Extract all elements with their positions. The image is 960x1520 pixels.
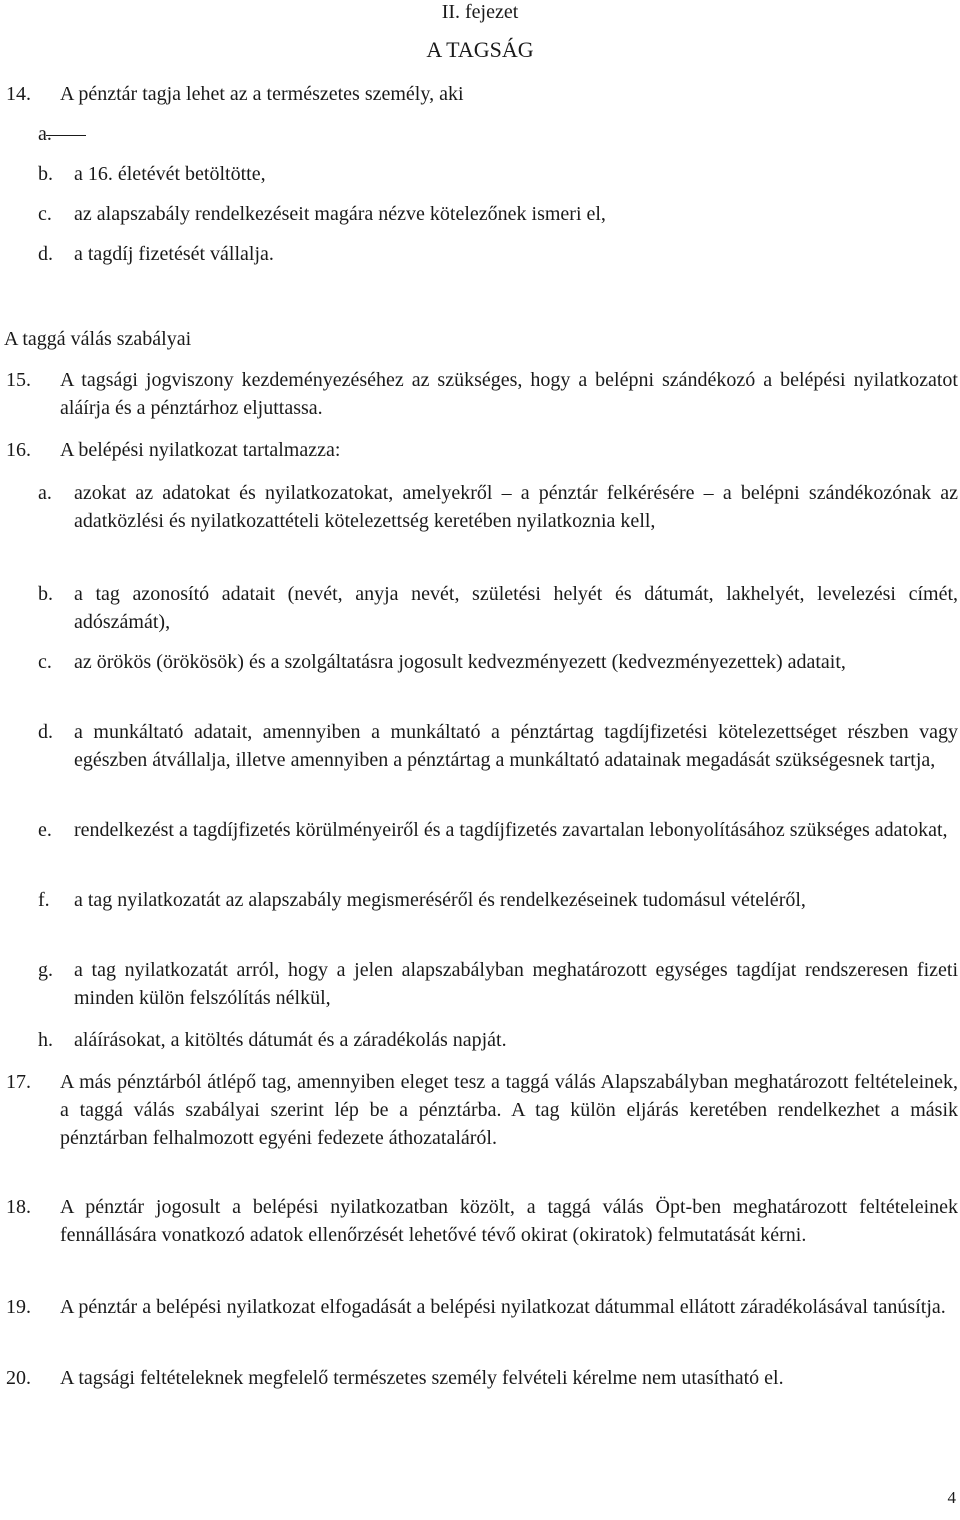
list-label-14b: b. (38, 163, 53, 185)
list-text-14c: az alapszabály rendelkezéseit magára nézve kötelezőnek ismeri el, (74, 203, 606, 225)
section-number-18: 18. (6, 1196, 31, 1218)
list-text-16g: a tag nyilatkozatát arról, hogy a jelen alapszabályban meghatározott egységes tagdíjat rendszeresen fizeti minden külön felszólítás nélkül, (74, 959, 958, 1009)
section-number-17: 17. (6, 1071, 31, 1093)
section-text-15: A tagsági jogviszony kezdeményezéséhez az szükséges, hogy a belépni szándékozó a belépési nyilatkozatot aláírja és a pénztárhoz eljuttassa. (60, 369, 958, 419)
section-number-14: 14. (6, 83, 31, 105)
list-text-14d: a tagdíj fizetését vállalja. (74, 243, 274, 265)
list-label-16f: f. (38, 889, 50, 911)
list-label-16b: b. (38, 583, 53, 605)
struck-item-14a (46, 135, 86, 136)
section-number-16: 16. (6, 439, 31, 461)
section-text-17: A más pénztárból átlépő tag, amennyiben eleget tesz a taggá válás Alapszabályban meghatározott feltételeinek, a taggá válás szabályai szerint lép be a pénztárba. A tag külön eljárás keretében rendelkezhet a másik pénztárban felhalmozott egyéni fedezete áthozataláról. (60, 1071, 958, 1149)
list-label-14c: c. (38, 203, 52, 225)
section-text-20: A tagsági feltételeknek megfelelő természetes személy felvételi kérelme nem utasítható el. (60, 1367, 784, 1389)
section-number-20: 20. (6, 1367, 31, 1389)
list-text-14b: a 16. életévét betöltötte, (74, 163, 266, 185)
chapter-heading: II. fejezet (441, 1, 519, 23)
section-text-19: A pénztár a belépési nyilatkozat elfogadását a belépési nyilatkozat dátummal ellátott záradékolásával tanúsítja. (60, 1296, 946, 1318)
list-label-16h: h. (38, 1029, 53, 1051)
section-text-14: A pénztár tagja lehet az a természetes személy, aki (60, 83, 464, 105)
list-text-16b: a tag azonosító adatait (nevét, anyja nevét, születési helyét és dátumát, lakhelyét, levelezési címét, adószámát), (74, 583, 958, 633)
page-number: 4 (947, 1488, 956, 1507)
list-label-16g: g. (38, 959, 53, 981)
section-text-18: A pénztár jogosult a belépési nyilatkozatban közölt, a taggá válás Öpt-ben meghatározott feltételeinek fennállására vonatkozó adatok ellenőrzését lehetővé tévő okirat (okiratok) felmutatását kérni. (60, 1196, 958, 1246)
section-number-15: 15. (6, 369, 31, 391)
list-label-14a: a. (38, 120, 86, 148)
list-text-16d: a munkáltató adatait, amennyiben a munkáltató a pénztártag tagdíjfizetési kötelezettséget részben vagy egészben átvállalja, illetve amennyiben a pénztártag a munkáltató adatainak megadását szükségesnek tartja, (74, 721, 958, 771)
list-label-16d: d. (38, 721, 53, 743)
list-label-16a: a. (38, 482, 52, 504)
subheading: A taggá válás szabályai (4, 328, 192, 350)
list-label-16c: c. (38, 651, 52, 673)
section-number-19: 19. (6, 1296, 31, 1318)
list-text-16f: a tag nyilatkozatát az alapszabály megismeréséről és rendelkezéseinek tudomásul vételéről, (74, 889, 806, 911)
section-text-16: A belépési nyilatkozat tartalmazza: (60, 439, 341, 461)
list-label-14d: d. (38, 243, 53, 265)
list-label-16e: e. (38, 819, 52, 841)
list-text-16e: rendelkezést a tagdíjfizetés körülményeiről és a tagdíjfizetés zavartalan lebonyolításához szükséges adatokat, (74, 819, 948, 841)
list-text-16c: az örökös (örökösök) és a szolgáltatásra jogosult kedvezményezett (kedvezményezettek) adatait, (74, 651, 846, 673)
section-title: A TAGSÁG (426, 37, 534, 62)
list-text-16a: azokat az adatokat és nyilatkozatokat, amelyekről – a pénztár felkérésére – a belépni szándékozónak az adatközlési és nyilatkozattételi kötelezettség keretében nyilatkoznia kell, (74, 482, 958, 532)
list-text-16h: aláírásokat, a kitöltés dátumát és a záradékolás napját. (74, 1029, 507, 1051)
